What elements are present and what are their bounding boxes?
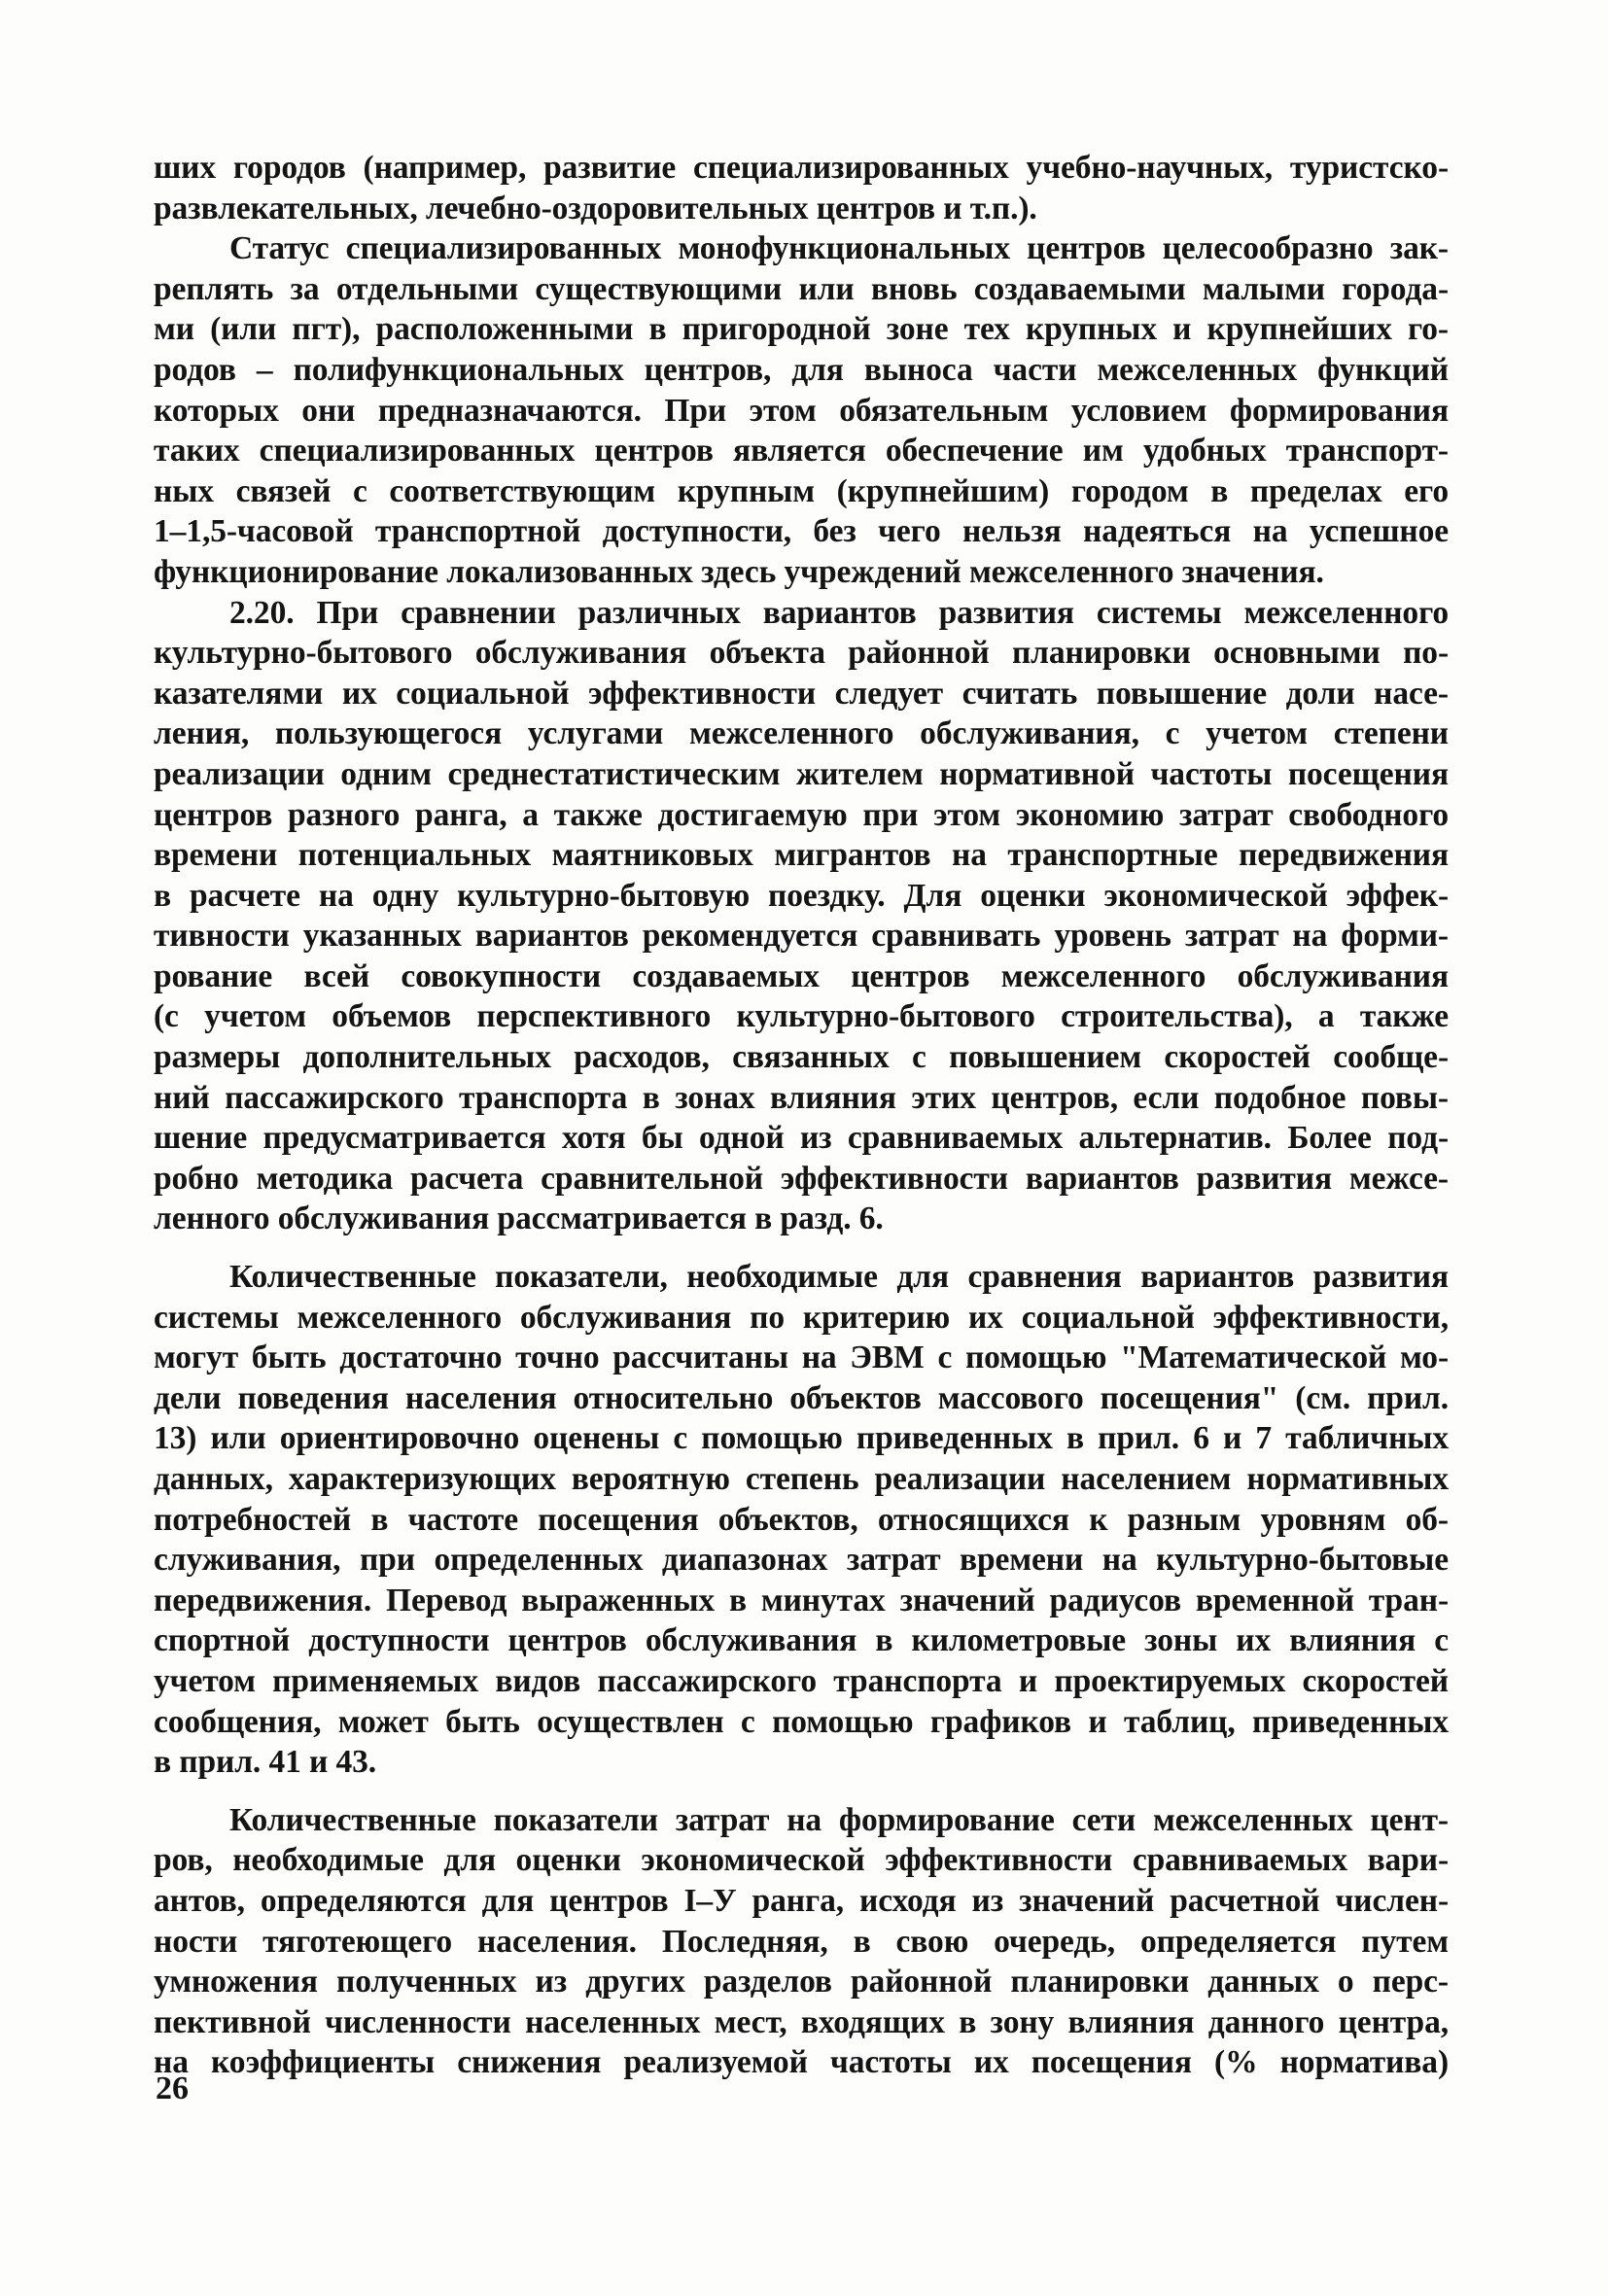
paragraph-gap xyxy=(154,1239,1449,1257)
text-line: ний пассажирского транспорта в зонах влияния этих центров, если подобное повы- xyxy=(154,1079,1449,1116)
text-line: ных связей с соответствующим крупным (крупнейшим) городом в пределах его xyxy=(154,472,1449,509)
text-line: тивности указанных вариантов рекомендуется сравнивать уровень затрат на форми- xyxy=(154,918,1449,955)
text-line: ми (или пгт), расположенными в пригородной зоне тех крупных и крупнейших го- xyxy=(154,311,1449,348)
page-number: 26 xyxy=(156,2070,189,2106)
text-line: пективной численности населенных мест, входящих в зону влияния данного центра, xyxy=(154,2003,1449,2040)
text-line: 1–1,5-часовой транспортной доступности, без чего нельзя надеяться на успешное xyxy=(154,513,1449,550)
text-line: могут быть достаточно точно рассчитаны на ЭВМ с помощью "Математической мо- xyxy=(154,1339,1449,1376)
text-line: на коэффициенты снижения реализуемой частоты их посещения (% норматива) xyxy=(154,2044,1449,2081)
text-line: реализации одним среднестатистическим жителем нормативной частоты посещения xyxy=(154,755,1449,792)
text-line: системы межселенного обслуживания по критерию их социальной эффективности, xyxy=(154,1299,1449,1336)
text-line: Количественные показатели, необходимые для сравнения вариантов развития xyxy=(229,1259,1449,1296)
text-line: сообщения, может быть осуществлен с помощью графиков и таблиц, приведенных xyxy=(154,1703,1449,1740)
text-line: данных, характеризующих вероятную степень реализации населением нормативных xyxy=(154,1461,1449,1497)
text-line: ших городов (например, развитие специализированных учебно-научных, туристско- xyxy=(154,150,1449,186)
text-line: таких специализированных центров является обеспечение им удобных транспорт- xyxy=(154,433,1449,470)
text-line: умножения полученных из других разделов районной планировки данных о перс- xyxy=(154,1964,1449,2000)
text-line: развлекательных, лечебно-оздоровительных центров и т.п.). xyxy=(154,190,1037,226)
text-line: времени потенциальных маятниковых мигрантов на транспортные передвижения xyxy=(154,837,1449,874)
text-line: ления, пользующегося услугами межселенного обслуживания, с учетом степени xyxy=(154,715,1449,752)
text-line: рование всей совокупности создаваемых центров межселенного обслуживания xyxy=(154,957,1449,994)
text-line: Количественные показатели затрат на формирование сети межселенных цент- xyxy=(229,1801,1449,1838)
text-line: ров, необходимые для оценки экономической эффективности сравниваемых вари- xyxy=(154,1842,1449,1879)
text-line: антов, определяются для центров I–У ранга, исходя из значений расчетной числен- xyxy=(154,1882,1449,1919)
text-line: ленного обслуживания рассматривается в разд. 6. xyxy=(154,1200,884,1237)
text-line: центров разного ранга, а также достигаемую при этом экономию затрат свободного xyxy=(154,796,1449,833)
text-line: которых они предназначаются. При этом обязательным условием формирования xyxy=(154,392,1449,429)
text-line: в расчете на одну культурно-бытовую поездку. Для оценки экономической эффек- xyxy=(154,877,1449,914)
text-line: в прил. 41 и 43. xyxy=(154,1744,377,1781)
text-line: спортной доступности центров обслуживания в километровые зоны их влияния с xyxy=(154,1622,1449,1659)
text-line: (с учетом объемов перспективного культурно-бытового строительства), а также xyxy=(154,998,1449,1035)
text-line: учетом применяемых видов пассажирского транспорта и проектируемых скоростей xyxy=(154,1662,1449,1699)
text-line: реплять за отдельными существующими или вновь создаваемыми малыми города- xyxy=(154,270,1449,307)
text-line: Статус специализированных монофункциональных центров целесообразно зак- xyxy=(229,230,1449,267)
text-line: шение предусматривается хотя бы одной из сравниваемых альтернатив. Более под- xyxy=(154,1120,1449,1157)
text-line: родов – полифункциональных центров, для выноса части межселенных функций xyxy=(154,351,1449,388)
text-line: ности тяготеющего населения. Последняя, в свою очередь, определяется путем xyxy=(154,1923,1449,1960)
text-line: 13) или ориентировочно оценены с помощью приведенных в прил. 6 и 7 табличных xyxy=(154,1420,1449,1457)
text-line: культурно-бытового обслуживания объекта районной планировки основными по- xyxy=(154,635,1449,672)
text-line: 2.20. При сравнении различных вариантов развития системы межселенного xyxy=(229,594,1449,631)
text-line: робно методика расчета сравнительной эффективности вариантов развития межсе- xyxy=(154,1160,1449,1197)
text-line: функционирование локализованных здесь учреждений межселенного значения. xyxy=(154,553,1324,590)
text-line: потребностей в частоте посещения объектов, относящихся к разным уровням об- xyxy=(154,1501,1449,1538)
text-line: размеры дополнительных расходов, связанных с повышением скоростей сообще- xyxy=(154,1039,1449,1076)
text-line: дели поведения населения относительно объектов массового посещения" (см. прил. xyxy=(154,1379,1449,1416)
paragraph-gap xyxy=(154,1783,1449,1800)
text-line: передвижения. Перевод выраженных в минутах значений радиусов временной тран- xyxy=(154,1582,1449,1618)
body-text xyxy=(154,148,1449,2083)
text-line: казателями их социальной эффективности следует считать повышение доли насе- xyxy=(154,675,1449,712)
text-line: служивания, при определенных диапазонах затрат времени на культурно-бытовые xyxy=(154,1542,1449,1579)
